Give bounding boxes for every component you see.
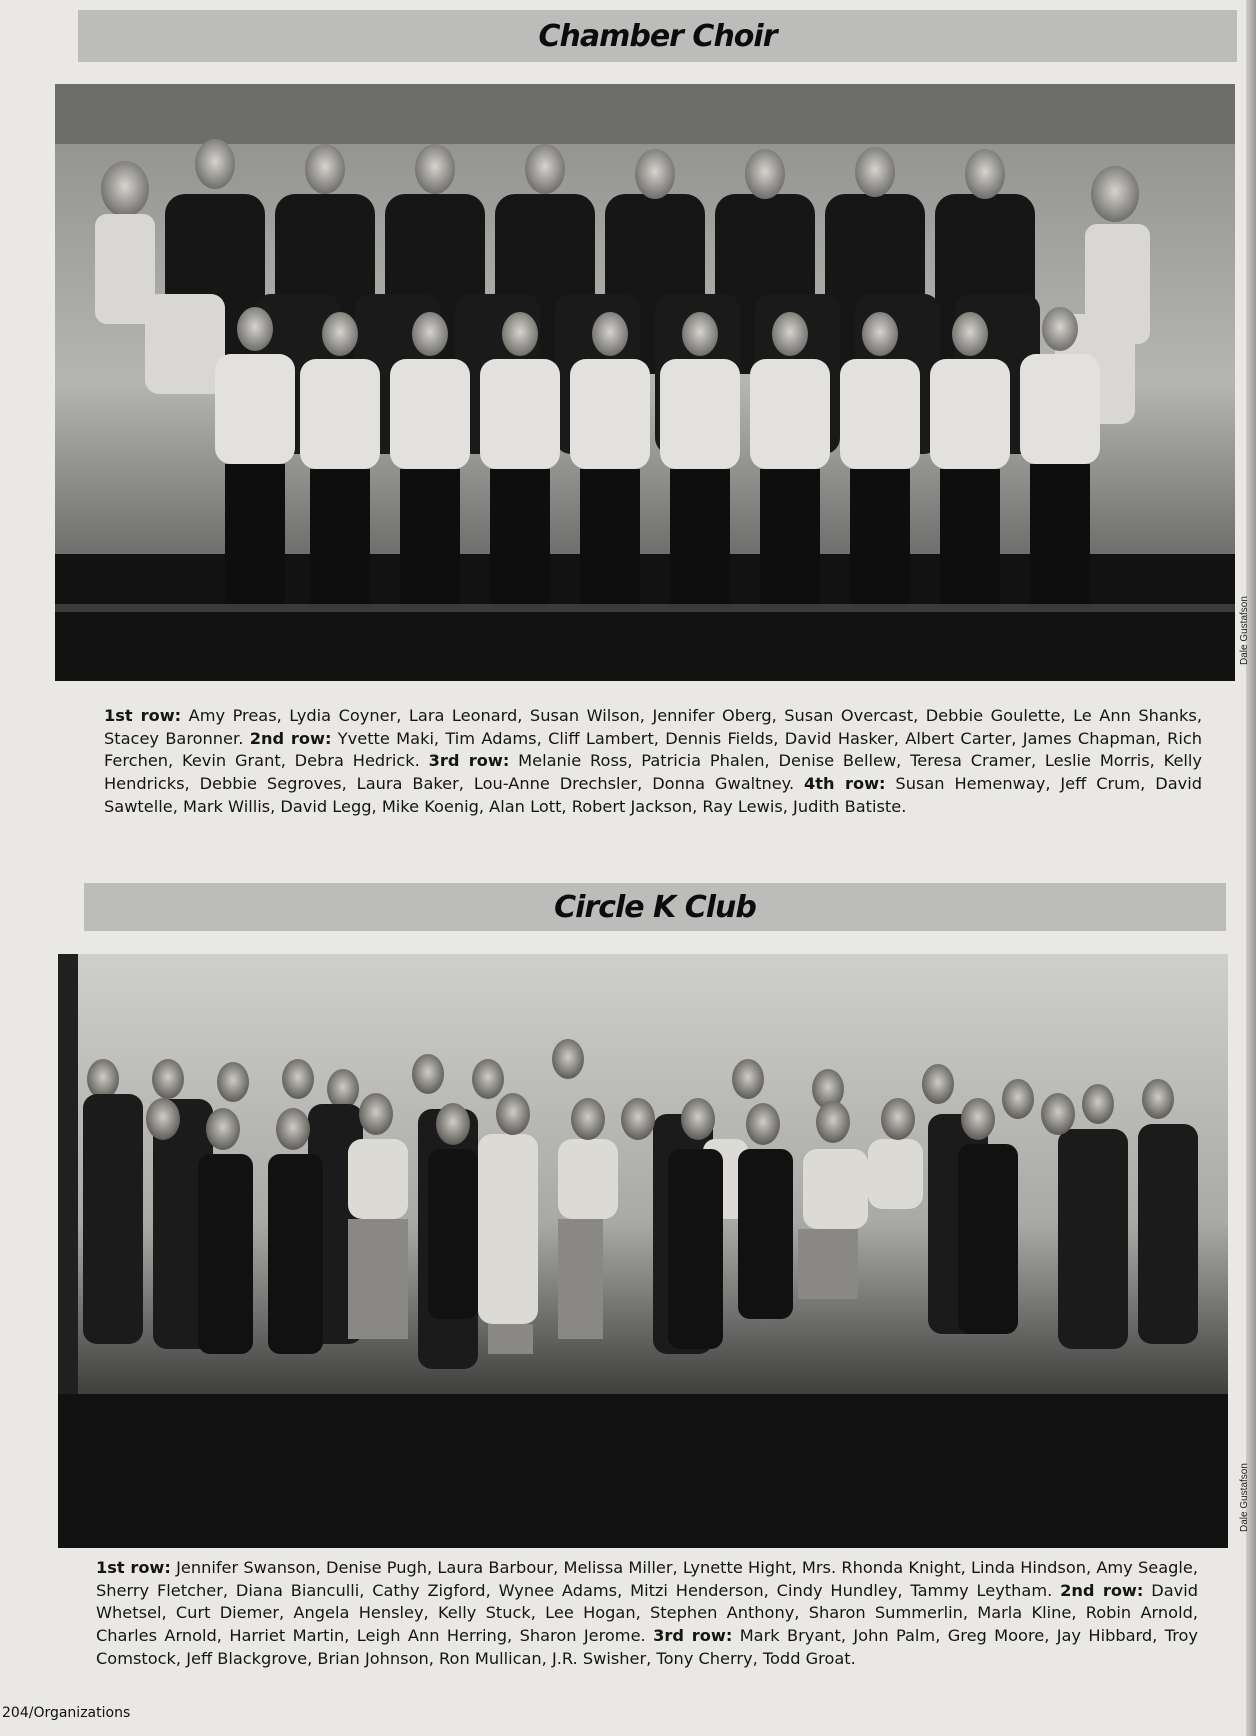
circle-k-club-photo (58, 954, 1228, 1548)
section-banner-chamber-choir (78, 10, 1237, 62)
row-label: 2nd row: (1060, 1580, 1144, 1600)
photo-credit: Dale Gustafson (1239, 1463, 1250, 1532)
row-names: Melanie Ross, Patricia Phalen, Denise Bellew, Teresa Cramer, Leslie Morris, Kelly Hendricks, Debbie Segroves, Laura Baker, Lou-Anne Drechsler, Donna Gwaltney. (104, 751, 1202, 794)
chamber-choir-caption (104, 705, 1202, 819)
row-names: Yvette Maki, Tim Adams, Cliff Lambert, Dennis Fields, David Hasker, Albert Carter, James Chapman, Rich Ferchen, Kevin Grant, Debra Hedrick. (104, 728, 1202, 771)
row-label: 4th row: (804, 774, 886, 794)
row-label: 3rd row: (428, 751, 510, 771)
section-banner-circle-k-club (84, 883, 1226, 931)
circle-k-club-caption (96, 1557, 1198, 1671)
page-footer: 204/Organizations (2, 1705, 131, 1721)
row-label: 1st row: (96, 1558, 171, 1577)
row-label: 3rd row: (653, 1626, 733, 1646)
row-names: Susan Hemenway, Jeff Crum, David Sawtelle, Mark Willis, David Legg, Mike Koenig, Alan Lott, Robert Jackson, Ray Lewis, Judith Batiste. (104, 774, 1202, 816)
row-names: David Whetsel, Curt Diemer, Angela Hensley, Kelly Stuck, Lee Hogan, Stephen Anthony, Sharon Summerlin, Marla Kline, Robin Arnold, Charles Arnold, Harriet Martin, Leigh Ann Herring, Sharon Jerome. (96, 1580, 1198, 1646)
row-names: Jennifer Swanson, Denise Pugh, Laura Barbour, Melissa Miller, Lynette Hight, Mrs. Rhonda Knight, Linda Hindson, Amy Seagle, Sherry Fletcher, Diana Bianculli, Cathy Zigford, Wynee Adams, Mitzi Henderson, Cindy Hundley, Tammy Leytham. (96, 1558, 1199, 1600)
row-label: 1st row: (104, 706, 182, 725)
circle-k-club-photo-image (58, 954, 1228, 1548)
row-names: Amy Preas, Lydia Coyner, Lara Leonard, Susan Wilson, Jennifer Oberg, Susan Overcast, Debbie Goulette, Le Ann Shanks, Stacey Baronner. (104, 706, 1202, 748)
chamber-choir-photo-image (55, 84, 1235, 681)
row-label: 2nd row: (249, 728, 332, 748)
section-title: Chamber Choir (538, 18, 777, 54)
photo-credit: Dale Gustafson (1239, 596, 1250, 665)
section-title: Circle K Club (554, 889, 756, 925)
chamber-choir-photo (55, 84, 1235, 681)
row-names: Mark Bryant, John Palm, Greg Moore, Jay Hibbard, Troy Comstock, Jeff Blackgrove, Brian Johnson, Ron Mullican, J.R. Swisher, Tony Cherry, Todd Groat. (96, 1626, 1198, 1668)
